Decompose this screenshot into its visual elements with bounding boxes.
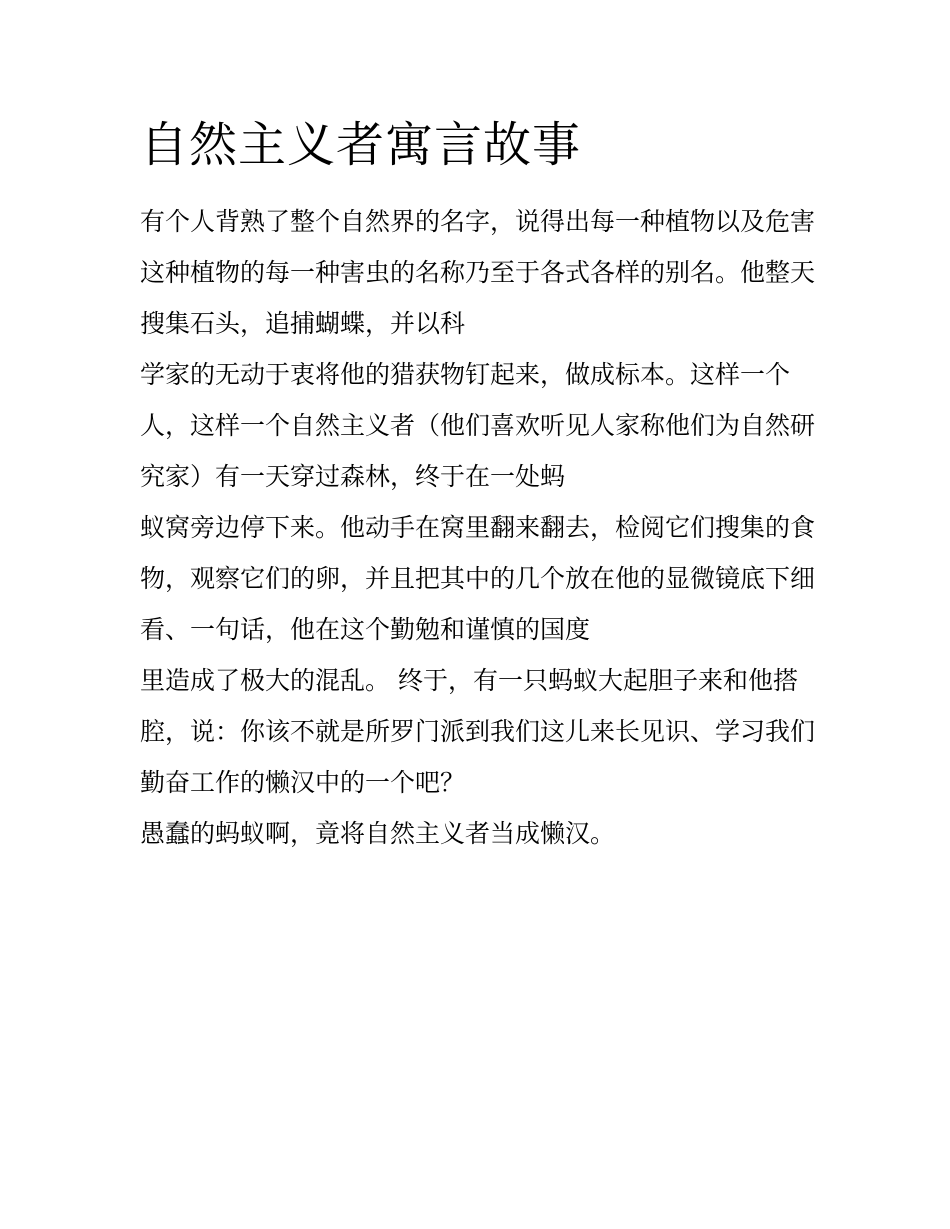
- document-title: 自然主义者寓言故事: [140, 117, 582, 173]
- text-line: 有个人背熟了整个自然界的名字，说得出每一种植物以及危害: [140, 207, 816, 236]
- text-line: 物，观察它们的卵，并且把其中的几个放在他的显微镜底下细: [140, 564, 816, 593]
- text-line: 勤奋工作的懒汉中的一个吧？: [140, 768, 466, 797]
- text-line: 里造成了极大的混乱。 终于，有一只蚂蚁大起胆子来和他搭: [140, 666, 798, 695]
- text-line: 人，这样一个自然主义者（他们喜欢听见人家称他们为自然研: [140, 411, 816, 440]
- document-body: [140, 196, 820, 859]
- text-line: 愚蠢的蚂蚁啊，竟将自然主义者当成懒汉。: [140, 819, 616, 848]
- text-line: 看、一句话，他在这个勤勉和谨慎的国度: [140, 615, 591, 644]
- text-line: 究家）有一天穿过森林，终于在一处蚂: [140, 462, 566, 491]
- text-line: 蚁窝旁边停下来。他动手在窝里翻来翻去，检阅它们搜集的食: [140, 513, 816, 542]
- text-line: 学家的无动于衷将他的猎获物钉起来，做成标本。这样一个: [140, 360, 791, 389]
- text-line: 腔，说：你该不就是所罗门派到我们这儿来长见识、学习我们: [140, 717, 816, 746]
- text-line: 搜集石头，追捕蝴蝶，并以科: [140, 309, 466, 338]
- text-line: 这种植物的每一种害虫的名称乃至于各式各样的别名。他整天: [140, 258, 816, 287]
